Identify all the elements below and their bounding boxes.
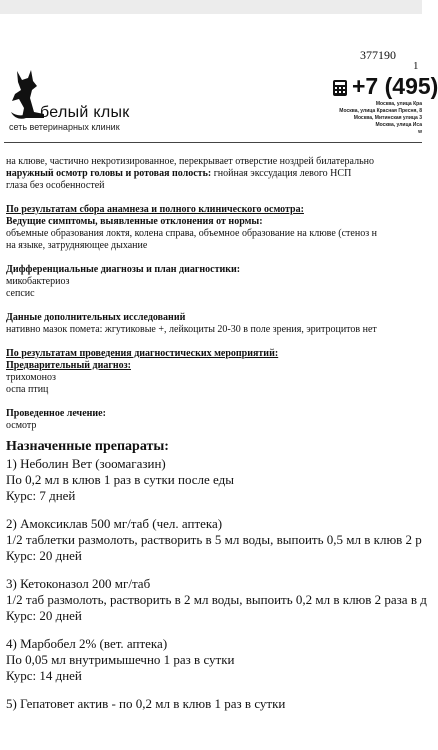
prescription-dose: По 0,2 мл в клюв 1 раз в сутки после еды — [6, 472, 234, 487]
prescription-dose: 1/2 таб размолоть, растворить в 2 мл воды, выпоить 0,2 мл в клюв 2 раза в д — [6, 592, 427, 607]
preliminary-diagnosis-label: Предварительный диагноз: — [6, 360, 131, 371]
section-title-treatment: Проведенное лечение: — [6, 408, 106, 419]
section-title-anamnesis: По результатам сбора анамнеза и полного клинического осмотра: — [6, 204, 304, 215]
clinic-address: Москва, улица Красная Пресня, 8 — [339, 108, 422, 114]
brand-tagline: сеть ветеринарных клиник — [9, 122, 120, 132]
additional-result: нативно мазок помета: жгутиковые +, лейкоциты 20-30 в поле зрения, эритроцитов нет — [6, 324, 377, 335]
prescription-name: 3) Кетоконазол 200 мг/таб — [6, 576, 151, 591]
medical-report-body — [6, 156, 427, 712]
clinic-phone: +7 (495) — [352, 73, 438, 99]
phone-icon — [333, 80, 347, 96]
section-title-differential: Дифференциальные диагнозы и план диагностики: — [6, 264, 241, 275]
prescription-name: 1) Неболин Вет (зоомагазин) — [6, 456, 166, 471]
prescription-dose: 1/2 таблетки размолоть, растворить в 5 мл воды, выпоить 0,5 мл в клюв 2 р — [6, 532, 422, 547]
diagnosis-item: оспа птиц — [6, 384, 49, 395]
symptoms-label: Ведущие симптомы, выявленные отклонения от нормы: — [6, 216, 263, 227]
prescription-course: Курс: 14 дней — [6, 668, 82, 683]
clinic-address: Москва, улица Кра — [375, 101, 422, 107]
symptom-line: объемные образования локтя, колена справа, объемное образование на клюве (стеноз н — [6, 228, 378, 239]
report-line: глаза без особенностей — [6, 180, 105, 191]
prescription-name: 5) Гепатовет актив - по 0,2 мл в клюв 1 раз в сутки — [6, 696, 286, 711]
prescription-name: 2) Амоксиклав 500 мг/таб (чел. аптека) — [6, 516, 223, 531]
section-title-additional: Данные дополнительных исследований — [6, 312, 186, 323]
report-line: на клюве, частично некротизированное, перекрывает отверстие ноздрей билатерально — [6, 156, 374, 167]
brand-name: белый клык — [40, 104, 130, 121]
prescription-name: 4) Марбобел 2% (вет. аптека) — [6, 636, 168, 651]
prescription-dose: По 0,05 мл внутримышечно 1 раз в сутки — [6, 652, 235, 667]
clinic-address: w — [418, 129, 422, 135]
clinic-address: Москва, улица Иса — [375, 122, 422, 128]
symptom-line: на языке, затрудняющее дыхание — [6, 240, 148, 251]
document-number: 377190 — [360, 48, 396, 62]
page-number: 1 — [413, 60, 419, 72]
clinic-address: Москва, Митинская улица 3 — [353, 115, 422, 121]
differential-item: сепсис — [6, 288, 35, 299]
top-toolbar — [0, 0, 422, 14]
prescription-course: Курс: 20 дней — [6, 608, 82, 623]
section-title-prescriptions: Назначенные препараты: — [6, 439, 169, 454]
diagnosis-item: трихомоноз — [6, 372, 56, 383]
prescription-course: Курс: 20 дней — [6, 548, 82, 563]
report-line: наружный осмотр головы и ротовая полость: гнойная экссудация левого НСП — [6, 168, 352, 179]
section-title-diagnostic: По результатам проведения диагностических мероприятий: — [6, 348, 279, 359]
differential-item: микобактериоз — [6, 276, 70, 287]
prescription-course: Курс: 7 дней — [6, 488, 76, 503]
treatment-text: осмотр — [6, 420, 37, 431]
header-divider — [4, 142, 422, 143]
